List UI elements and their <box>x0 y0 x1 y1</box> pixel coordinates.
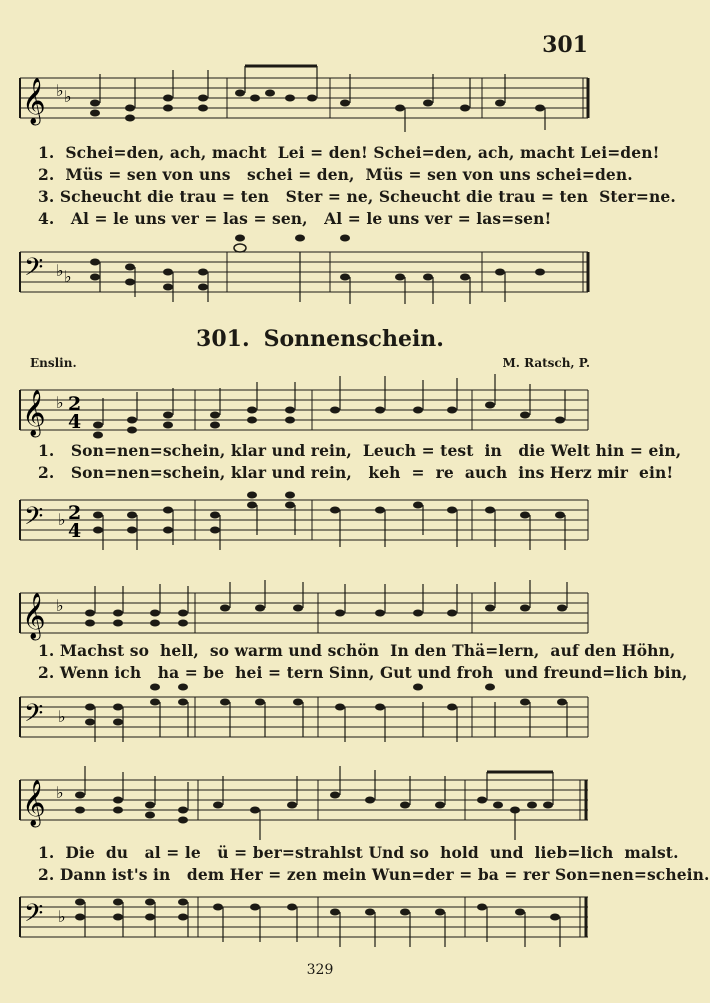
svg-text:𝄞: 𝄞 <box>22 390 46 436</box>
hymn-title <box>0 326 640 352</box>
svg-text:𝄢: 𝄢 <box>24 253 44 288</box>
system1-lyric-verse-1: 1. Son=nen=schein, klar und rein, Leuch = test in die Welt hin = ein, <box>38 441 682 460</box>
svg-text:𝄢: 𝄢 <box>24 502 44 537</box>
page-number-bottom: 329 <box>306 962 334 978</box>
staff-bass-system-2 <box>0 682 640 752</box>
svg-text:𝄞: 𝄞 <box>22 780 46 826</box>
svg-text:♭: ♭ <box>56 81 64 100</box>
svg-text:♭: ♭ <box>56 261 64 280</box>
staff-treble-system-3 <box>0 760 640 845</box>
svg-text:4: 4 <box>68 411 82 433</box>
svg-text:𝄢: 𝄢 <box>24 699 44 734</box>
svg-text:♭: ♭ <box>58 707 66 726</box>
page-number-top: 301 <box>542 32 588 58</box>
system2-lyric-verse-1: 1. Machst so hell, so warm und schön In den Thä=lern, auf den Höhn, <box>38 641 676 660</box>
staff-treble-hymn300 <box>0 62 640 132</box>
svg-text:♭: ♭ <box>64 87 72 106</box>
svg-text:♭: ♭ <box>56 783 64 802</box>
svg-text:𝄞: 𝄞 <box>22 78 46 124</box>
svg-text:♭: ♭ <box>56 393 64 412</box>
staff-treble-system-1 <box>0 370 640 440</box>
svg-text:2: 2 <box>68 502 82 524</box>
svg-text:𝄢: 𝄢 <box>24 899 44 934</box>
composer-left: Enslin. <box>30 356 77 370</box>
system3-lyric-verse-2: 2. Dann ist's in dem Her = zen mein Wun=der = ba = rer Son=nen=schein. <box>38 865 710 884</box>
system3-lyric-verse-1: 1. Die du al = le ü = ber=strahlst Und so hold und lieb=lich malst. <box>38 843 679 862</box>
svg-text:4: 4 <box>68 520 82 542</box>
system1-lyric-verse-2: 2. Son=nen=schein, klar und rein, keh = re auch ins Herz mir ein! <box>38 463 674 482</box>
svg-text:2: 2 <box>68 393 82 415</box>
hymn300-lyric-verse-1: 1. Schei=den, ach, macht Lei = den! Schei=den, ach, macht Lei=den! <box>38 143 660 162</box>
svg-text:♭: ♭ <box>58 907 66 926</box>
svg-text:♭: ♭ <box>56 596 64 615</box>
hymn300-lyric-verse-2: 2. Müs = sen von uns schei = den, Müs = sen von uns schei=den. <box>38 165 633 184</box>
hymn-title-text: Sonnenschein. <box>263 326 444 352</box>
staff-bass-hymn300 <box>0 232 640 307</box>
svg-text:♭: ♭ <box>64 267 72 286</box>
system2-lyric-verse-2: 2. Wenn ich ha = be hei = tern Sinn, Gut und froh und freund=lich bin, <box>38 663 688 682</box>
hymn300-lyric-verse-4: 4. Al = le uns ver = las = sen, Al = le uns ver = las=sen! <box>38 209 552 228</box>
hymn-number: 301. <box>196 326 250 352</box>
hymn300-lyric-verse-3: 3. Scheucht die trau = ten Ster = ne, Scheucht die trau = ten Ster=ne. <box>38 187 676 206</box>
staff-bass-system-3 <box>0 882 640 952</box>
svg-text:♭: ♭ <box>58 510 66 529</box>
staff-treble-system-2 <box>0 578 640 643</box>
svg-text:𝄞: 𝄞 <box>22 593 46 639</box>
composer-right: M. Ratsch, P. <box>502 356 590 370</box>
staff-bass-system-1 <box>0 485 640 560</box>
